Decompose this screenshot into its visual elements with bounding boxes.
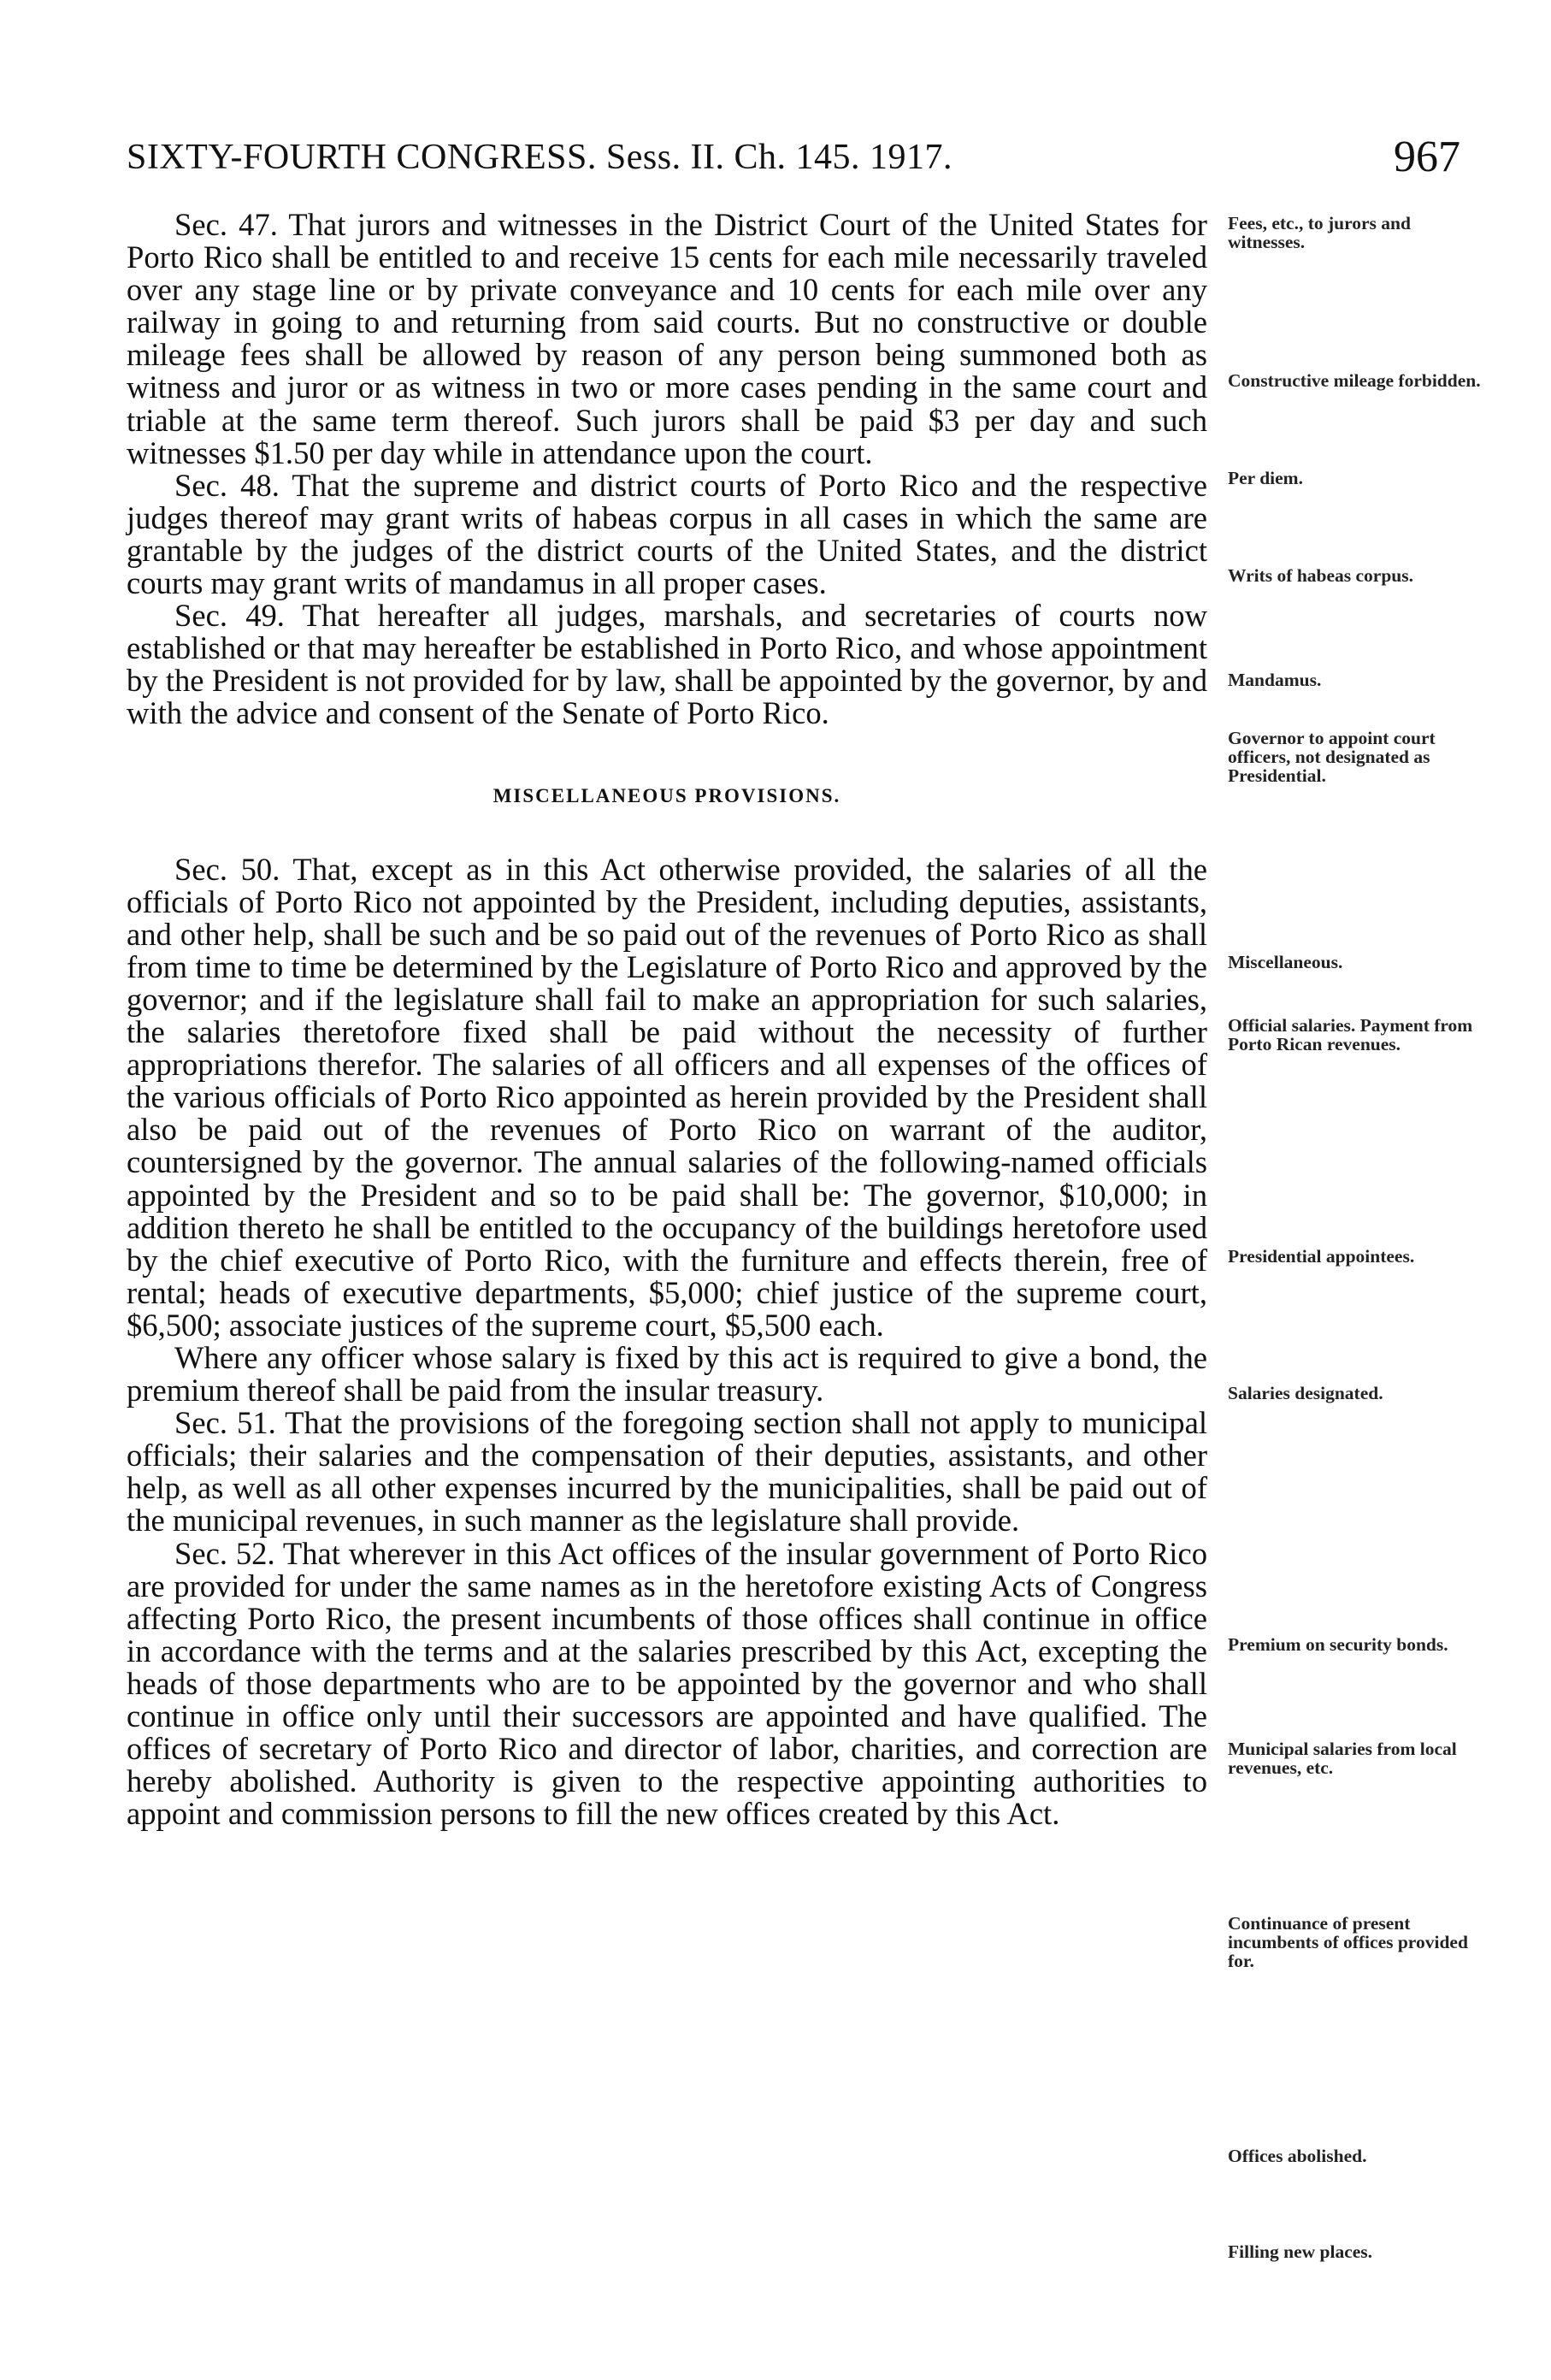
margin-note: Fees, etc., to jurors and witnesses. [1228,213,1411,252]
section-heading: MISCELLANEOUS PROVISIONS. [492,784,841,806]
running-head: SIXTY-FOURTH CONGRESS. Sess. II. Ch. 145. 1917. [127,138,953,177]
margin-note: Salaries designated. [1228,1383,1383,1403]
margin-note: Continuance of present incumbents of offices provided for. [1228,1913,1468,1971]
margin-note: Constructive mileage forbidden. [1228,370,1481,391]
page-number: 967 [1394,133,1460,181]
section-49-paragraph: Sec. 49. That hereafter all judges, marshals, and secretaries of courts now established or that may hereafter be established in Porto Rico, and whose appointment by the President is not provided for by law, shall be appointed by the governor, by and with the advice and consent of the Senate of Porto Rico. [127,598,1207,731]
margin-note: Per diem. [1228,468,1303,488]
bond-premium-paragraph: Where any officer whose salary is fixed by this act is required to give a bond, the premium thereof shall be paid from the insular treasury. [127,1340,1207,1409]
main-text [127,209,1207,1830]
margin-note: Presidential appointees. [1228,1246,1415,1267]
page-header [127,133,1460,188]
section-52-paragraph: Sec. 52. That wherever in this Act offices of the insular government of Porto Rico are provided for under the same names as in the heretofore existing Acts of Congress affecting Porto Rico, the present incumbents of those offices shall continue in office in accordance with the terms and at the salaries prescribed by this Act, excepting the heads of those departments who are to be appointed by the governor and who shall continue in office only until their successors are appointed and have qualified. The offices of secretary of Porto Rico and director of labor, charities, and correction are hereby abolished. Authority is given to the respective appointing authorities to appoint and commission persons to fill the new offices created by this Act. [127,1535,1207,1832]
margin-note: Municipal salaries from local revenues, etc. [1228,1739,1457,1778]
section-51-paragraph: Sec. 51. That the provisions of the foregoing section shall not apply to municipal officials; their salaries and the compensation of their deputies, assistants, and other help, as well as all other expenses incurred by the municipalities, shall be paid out of the municipal revenues, in such manner as the legislature shall provide. [127,1405,1207,1538]
section-48-paragraph: Sec. 48. That the supreme and district courts of Porto Rico and the respective judges thereof may grant writs of habeas corpus in all cases in which the same are grantable by the judges of the district courts of the United States, and the district courts may grant writs of mandamus in all proper cases. [127,467,1207,601]
margin-note: Miscellaneous. [1228,952,1343,972]
margin-note: Governor to appoint court officers, not designated as Presidential. [1228,728,1436,786]
margin-note: Offices abolished. [1228,2146,1367,2166]
margin-note: Premium on security bonds. [1228,1634,1448,1655]
margin-note: Mandamus. [1228,670,1322,690]
margin-note: Official salaries. Payment from Porto Rican revenues. [1228,1015,1473,1054]
margin-note: Filling new places. [1228,2241,1373,2262]
margin-note: Writs of habeas corpus. [1228,565,1414,586]
section-47-paragraph: Sec. 47. That jurors and witnesses in the District Court of the United States for Porto Rico shall be entitled to and receive 15 cents for each mile necessarily traveled over any stage line or by private conveyance and 10 cents for each mile over any railway in going to and returning from said courts. But no constructive or double mileage fees shall be allowed by reason of any person being summoned both as witness and juror or as witness in two or more cases pending in the same court and triable at the same term thereof. Such jurors shall be paid $3 per day and such witnesses $1.50 per day while in attendance upon the court. [127,207,1207,470]
section-50-paragraph: Sec. 50. That, except as in this Act otherwise provided, the salaries of all the officials of Porto Rico not appointed by the President, including deputies, assistants, and other help, shall be such and be so paid out of the revenues of Porto Rico as shall from time to time be determined by the Legislature of Porto Rico and approved by the governor; and if the legislature shall fail to make an appropriation for such salaries, the salaries theretofore fixed shall be paid without the necessity of further appropriations therefor. The salaries of all officers and all expenses of the offices of the various officials of Porto Rico appointed as herein provided by the President shall also be paid out of the revenues of Porto Rico on warrant of the auditor, countersigned by the governor. The annual salaries of the following-named officials appointed by the President and so to be paid shall be: The governor, $10,000; in addition thereto he shall be entitled to the occupancy of the buildings heretofore used by the chief executive of Porto Rico, with the furniture and effects therein, free of rental; heads of executive departments, $5,000; chief justice of the supreme court, $6,500; associate justices of the supreme court, $5,500 each. [127,851,1207,1343]
